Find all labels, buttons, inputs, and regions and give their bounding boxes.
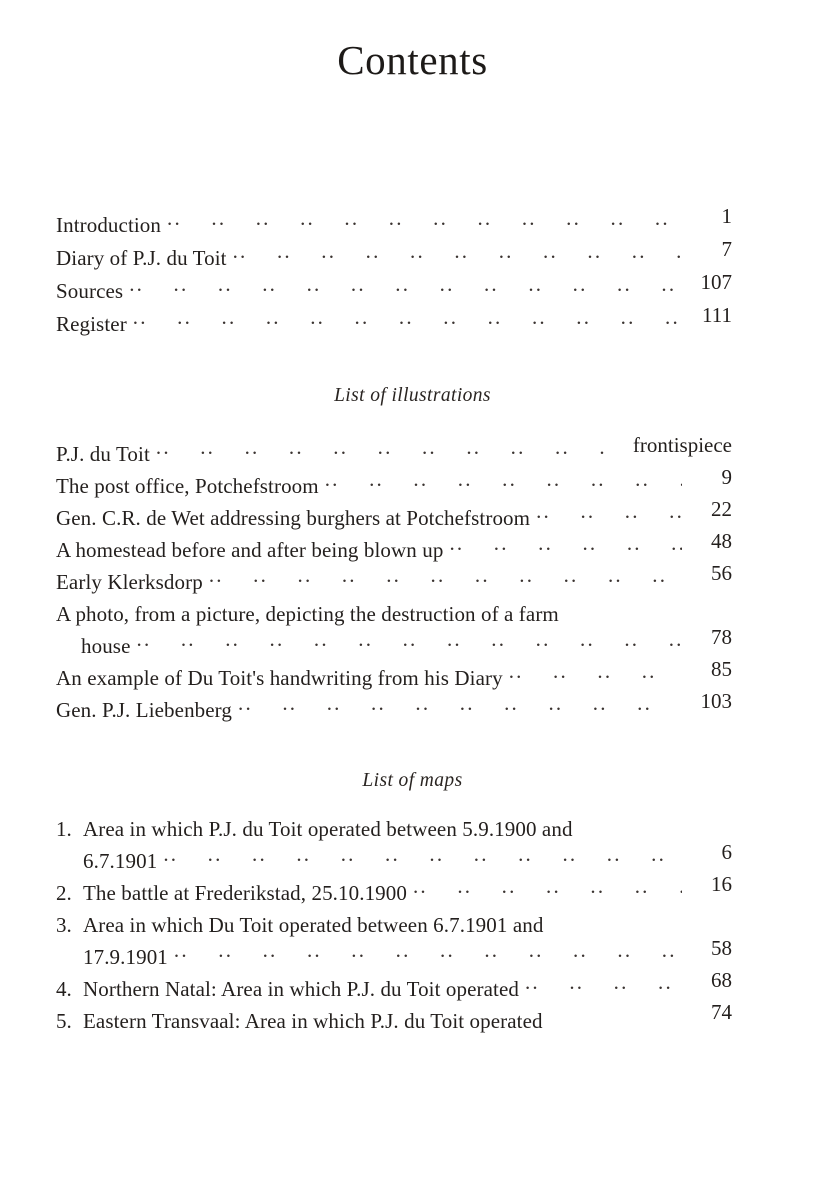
maps-list [56,812,732,1036]
map-entry [56,872,732,908]
dot-leader [509,661,682,685]
entry-page-number: 9 [721,465,732,489]
entry-page-number: 58 [711,936,732,960]
entry-label: Gen. P.J. Liebenberg [56,698,232,722]
map-entry-continuation [56,936,732,972]
entry-label: Gen. C.R. de Wet addressing burghers at Potchefstroom [56,506,531,530]
entry-label: An example of Du Toit's handwriting from his Diary [56,666,503,690]
illustration-entry [56,689,732,725]
entry-page-number: 74 [711,1000,732,1024]
illustration-entry [56,497,732,533]
contents-entry [56,270,732,307]
entry-label: Area in which P.J. du Toit operated between 5.9.1900 and [83,817,573,841]
entry-page-number: 56 [711,561,732,585]
main-contents-list [56,204,732,340]
dot-leader [167,208,682,232]
entry-label: Northern Natal: Area in which P.J. du Toit operated [83,977,519,1001]
illustration-entry [56,597,732,629]
entry-page-number: 68 [711,968,732,992]
entry-page-number: 1 [721,204,732,228]
map-entry-number: 4. [56,977,72,1001]
entry-label: Sources [56,279,124,303]
entry-page-number: 103 [700,689,732,713]
map-entry [56,968,732,1004]
map-entry [56,1000,732,1036]
entry-label: A photo, from a picture, depicting the destruction of a farm [56,602,559,626]
entry-page-number: 107 [700,270,732,294]
dot-leader [549,908,728,932]
dot-leader [536,501,682,525]
map-entry [56,812,732,844]
entry-label: Introduction [56,213,162,237]
entry-label-continuation: 6.7.1901 [83,849,158,873]
entry-label: The post office, Potchefstroom [56,474,319,498]
map-entry-number: 1. [56,817,72,841]
maps-heading: List of maps [362,770,463,791]
dot-leader [129,274,682,298]
entry-page-number: 111 [702,303,732,327]
dot-leader [209,565,682,589]
map-entry-number: 5. [56,1009,72,1033]
contents-entry [56,237,732,274]
dot-leader [133,307,682,331]
map-entry-continuation [56,840,732,876]
entry-page-number: 16 [711,872,732,896]
entry-page-number: 22 [711,497,732,521]
illustration-entry [56,529,732,565]
illustrations-heading: List of illustrations [334,385,491,406]
entry-label: Eastern Transvaal: Area in which P.J. du Toit operated [83,1009,543,1033]
contents-entry [56,303,732,340]
entry-label: Register [56,312,127,336]
page-title: Contents [337,37,488,83]
entry-page-number: 7 [721,237,732,261]
dot-leader [174,940,682,964]
illustration-entry-continuation [56,625,732,661]
entry-label-continuation: 17.9.1901 [83,945,168,969]
dot-leader [413,876,682,900]
illustration-entry [56,657,732,693]
entry-label: Early Klerksdorp [56,570,203,594]
dot-leader [325,469,682,493]
map-entry-number: 2. [56,881,72,905]
dot-leader [565,597,728,621]
entry-page-number: 85 [711,657,732,681]
illustrations-list [56,433,732,725]
dot-leader [163,844,682,868]
dot-leader [579,812,728,836]
entry-page-number: 48 [711,529,732,553]
illustration-entry [56,465,732,501]
entry-label: Area in which Du Toit operated between 6.7.1901 and [83,913,544,937]
illustration-entry [56,561,732,597]
entry-label: A homestead before and after being blown up [56,538,444,562]
entry-page-number: 78 [711,625,732,649]
dot-leader [137,629,683,653]
entry-label: The battle at Frederikstad, 25.10.1900 [83,881,407,905]
illustration-entry [56,433,732,469]
dot-leader [549,1004,682,1028]
dot-leader [233,241,682,265]
entry-label-continuation: house [81,634,131,658]
entry-page-number: 6 [721,840,732,864]
dot-leader [238,693,682,717]
dot-leader [525,972,682,996]
entry-label: P.J. du Toit [56,442,150,466]
map-entry [56,908,732,940]
contents-entry [56,204,732,241]
entry-label: Diary of P.J. du Toit [56,246,227,270]
dot-leader [156,437,608,461]
map-entry-number: 3. [56,913,72,937]
dot-leader [449,533,682,557]
entry-page-number: frontispiece [632,433,732,457]
